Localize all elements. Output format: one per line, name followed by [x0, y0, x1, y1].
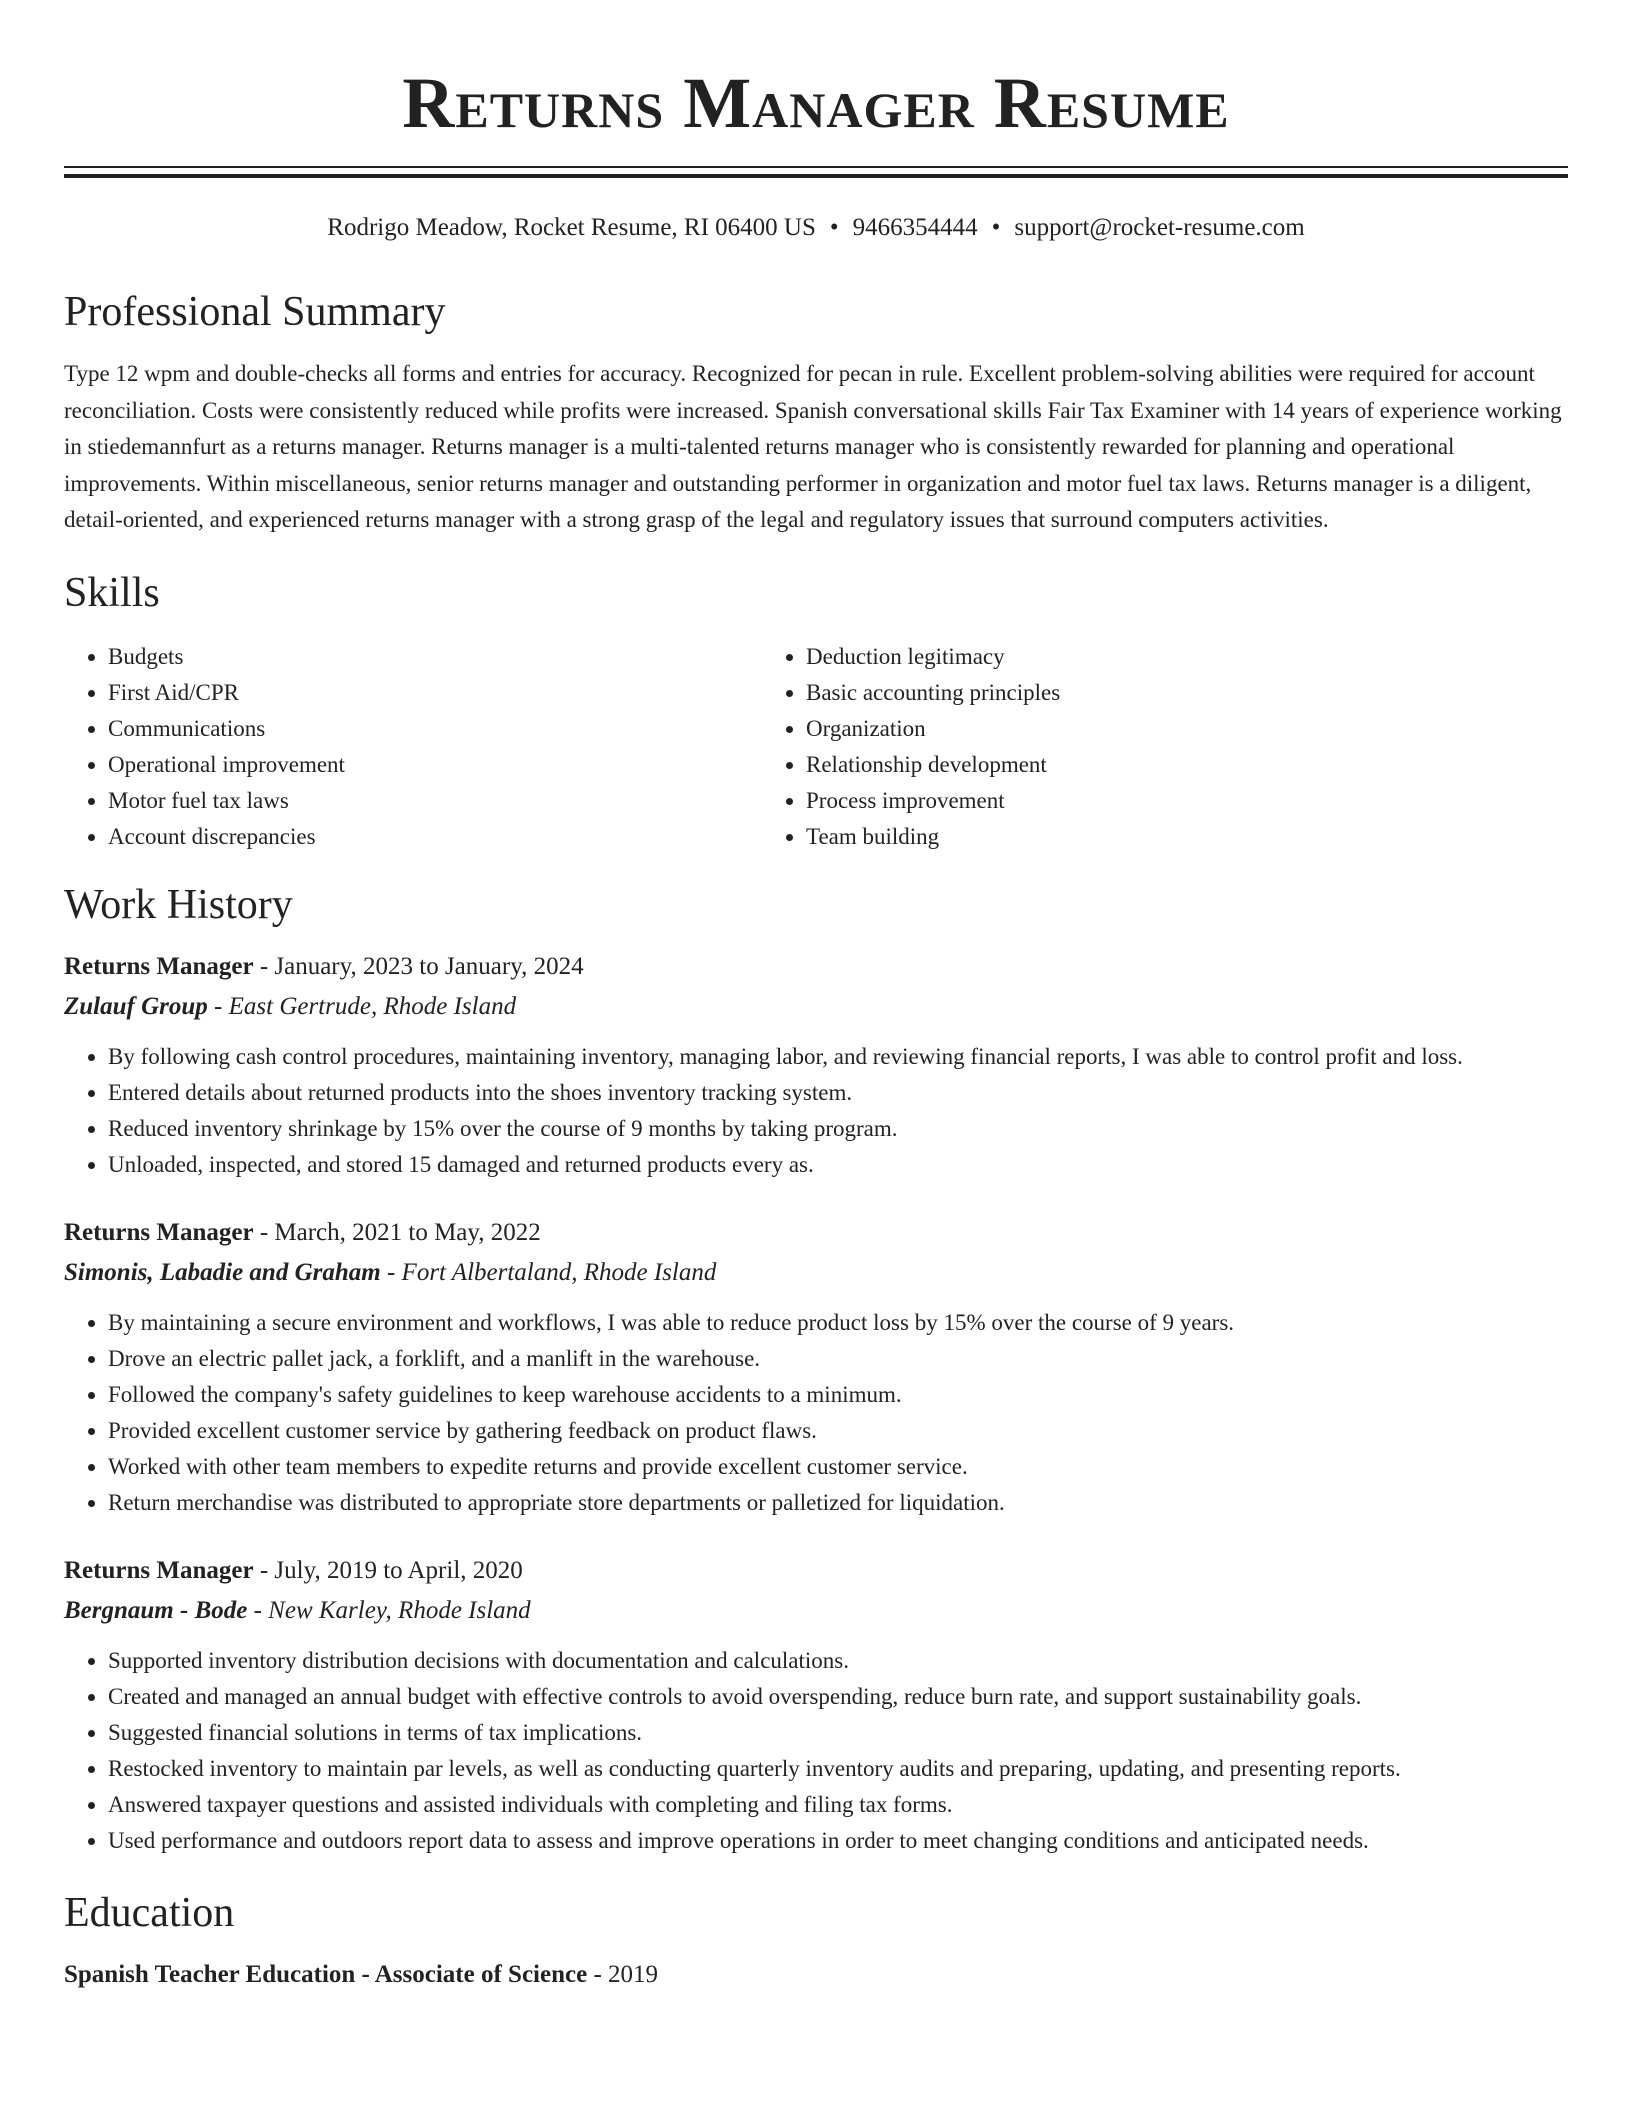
- job-bullet: • Restocked inventory to maintain par levels, as well as conducting quarterly inventory audits and preparing, updating, and presenting reports.: [108, 1751, 1568, 1787]
- skill-item: • Organization: [806, 711, 1504, 747]
- job-bullet: • By following cash control procedures, maintaining inventory, managing labor, and reviewing financial reports, I was able to control profit and loss.: [108, 1039, 1568, 1075]
- job-dates: - March, 2021 to May, 2022: [253, 1218, 541, 1246]
- job-bullet: • Drove an electric pallet jack, a forklift, and a manlift in the warehouse.: [108, 1341, 1568, 1377]
- contact-email: support@rocket-resume.com: [1014, 214, 1305, 241]
- skill-item: • Basic accounting principles: [806, 675, 1504, 711]
- skills-heading: Skills: [64, 569, 160, 616]
- job-bullet: • Entered details about returned products into the shoes inventory tracking system.: [108, 1075, 1568, 1111]
- skill-item: • Communications: [108, 711, 762, 747]
- job-title-line: [64, 1215, 1568, 1251]
- skill-item: • Relationship development: [806, 747, 1504, 783]
- job-bullet: • Reduced inventory shrinkage by 15% over the course of 9 months by taking program.: [108, 1111, 1568, 1147]
- education-heading: Education: [64, 1889, 235, 1936]
- contact-phone: 9466354444: [852, 214, 978, 241]
- job-bullet: • Created and managed an annual budget with effective controls to avoid overspending, reduce burn rate, and support sustainability goals.: [108, 1679, 1568, 1715]
- summary-heading: Professional Summary: [64, 289, 446, 335]
- job-company-line: [64, 989, 1568, 1025]
- job-location: - East Gertrude, Rhode Island: [207, 992, 517, 1020]
- skill-item: • Account discrepancies: [108, 819, 762, 855]
- job-bullet: • Worked with other team members to expedite returns and provide excellent customer service.: [108, 1449, 1568, 1485]
- contact-separator: •: [829, 214, 839, 241]
- skills-list: [64, 639, 1568, 855]
- job-entry: [64, 949, 1568, 1183]
- skill-item: • Deduction legitimacy: [806, 639, 1504, 675]
- job-bullet: • Supported inventory distribution decisions with documentation and calculations.: [108, 1643, 1568, 1679]
- job-dates: - January, 2023 to January, 2024: [253, 952, 584, 980]
- job-company: Zulauf Group: [64, 992, 208, 1020]
- title-divider-thick: [64, 174, 1568, 178]
- skill-item: • Budgets: [108, 639, 762, 675]
- job-bullet: • Suggested financial solutions in terms of tax implications.: [108, 1715, 1568, 1751]
- job-bullets: [64, 1643, 1568, 1859]
- skill-item: • First Aid/CPR: [108, 675, 762, 711]
- job-bullet: • Unloaded, inspected, and stored 15 damaged and returned products every as.: [108, 1147, 1568, 1183]
- skill-item: • Operational improvement: [108, 747, 762, 783]
- skill-item: • Process improvement: [806, 783, 1504, 819]
- job-title: Returns Manager: [64, 952, 254, 980]
- job-bullets: [64, 1039, 1568, 1183]
- job-company-line: [64, 1593, 1568, 1629]
- resume-title: Returns Manager Resume: [402, 63, 1230, 143]
- title-divider-thin: [64, 166, 1568, 168]
- job-company-line: [64, 1255, 1568, 1291]
- job-dates: - July, 2019 to April, 2020: [253, 1556, 523, 1584]
- job-entry: [64, 1553, 1568, 1859]
- job-entry: [64, 1215, 1568, 1521]
- job-bullet: • Used performance and outdoors report data to assess and improve operations in order to meet changing conditions and anticipated needs.: [108, 1823, 1568, 1859]
- job-bullets: [64, 1305, 1568, 1521]
- skills-column-right: [762, 639, 1504, 855]
- education-degree: Spanish Teacher Education - Associate of Science: [64, 1960, 588, 1988]
- skills-column-left: [64, 639, 762, 855]
- job-bullet: • Return merchandise was distributed to appropriate store departments or palletized for liquidation.: [108, 1485, 1568, 1521]
- contact-address: Rodrigo Meadow, Rocket Resume, RI 06400 US: [327, 214, 816, 241]
- job-location: - Fort Albertaland, Rhode Island: [380, 1258, 717, 1286]
- skill-item: • Motor fuel tax laws: [108, 783, 762, 819]
- job-bullet: • By maintaining a secure environment and workflows, I was able to reduce product loss by 15% over the course of 9 years.: [108, 1305, 1568, 1341]
- job-bullet: • Followed the company's safety guidelines to keep warehouse accidents to a minimum.: [108, 1377, 1568, 1413]
- job-bullet: • Provided excellent customer service by gathering feedback on product flaws.: [108, 1413, 1568, 1449]
- job-title: Returns Manager: [64, 1556, 254, 1584]
- summary-text: Type 12 wpm and double-checks all forms and entries for accuracy. Recognized for pecan in rule. Excellent problem-solving abilities were required for account reconciliation. Costs were consistently reduced while profits were increased. Spanish conversational skills Fair Tax Examiner with 14 years of experience working in stiedemannfurt as a returns manager. Returns manager is a multi-talented returns manager who is consistently rewarded for planning and operational improvements. Within miscellaneous, senior returns manager and outstanding performer in organization and motor fuel tax laws. Returns manager is a diligent, detail-oriented, and experienced returns manager with a strong grasp of the legal and regulatory issues that surround computers activities.: [64, 361, 1562, 532]
- contact-separator: •: [991, 214, 1001, 241]
- job-title-line: [64, 949, 1568, 985]
- job-company: Bergnaum - Bode: [64, 1596, 248, 1624]
- job-bullet: • Answered taxpayer questions and assisted individuals with completing and filing tax forms.: [108, 1787, 1568, 1823]
- education-entry: [64, 1957, 1568, 1993]
- job-location: - New Karley, Rhode Island: [247, 1596, 531, 1624]
- job-title-line: [64, 1553, 1568, 1589]
- work-history-heading: Work History: [64, 881, 293, 928]
- contact-line: [64, 212, 1568, 244]
- education-year: - 2019: [587, 1960, 659, 1988]
- job-title: Returns Manager: [64, 1218, 254, 1246]
- job-company: Simonis, Labadie and Graham: [64, 1258, 381, 1286]
- skill-item: • Team building: [806, 819, 1504, 855]
